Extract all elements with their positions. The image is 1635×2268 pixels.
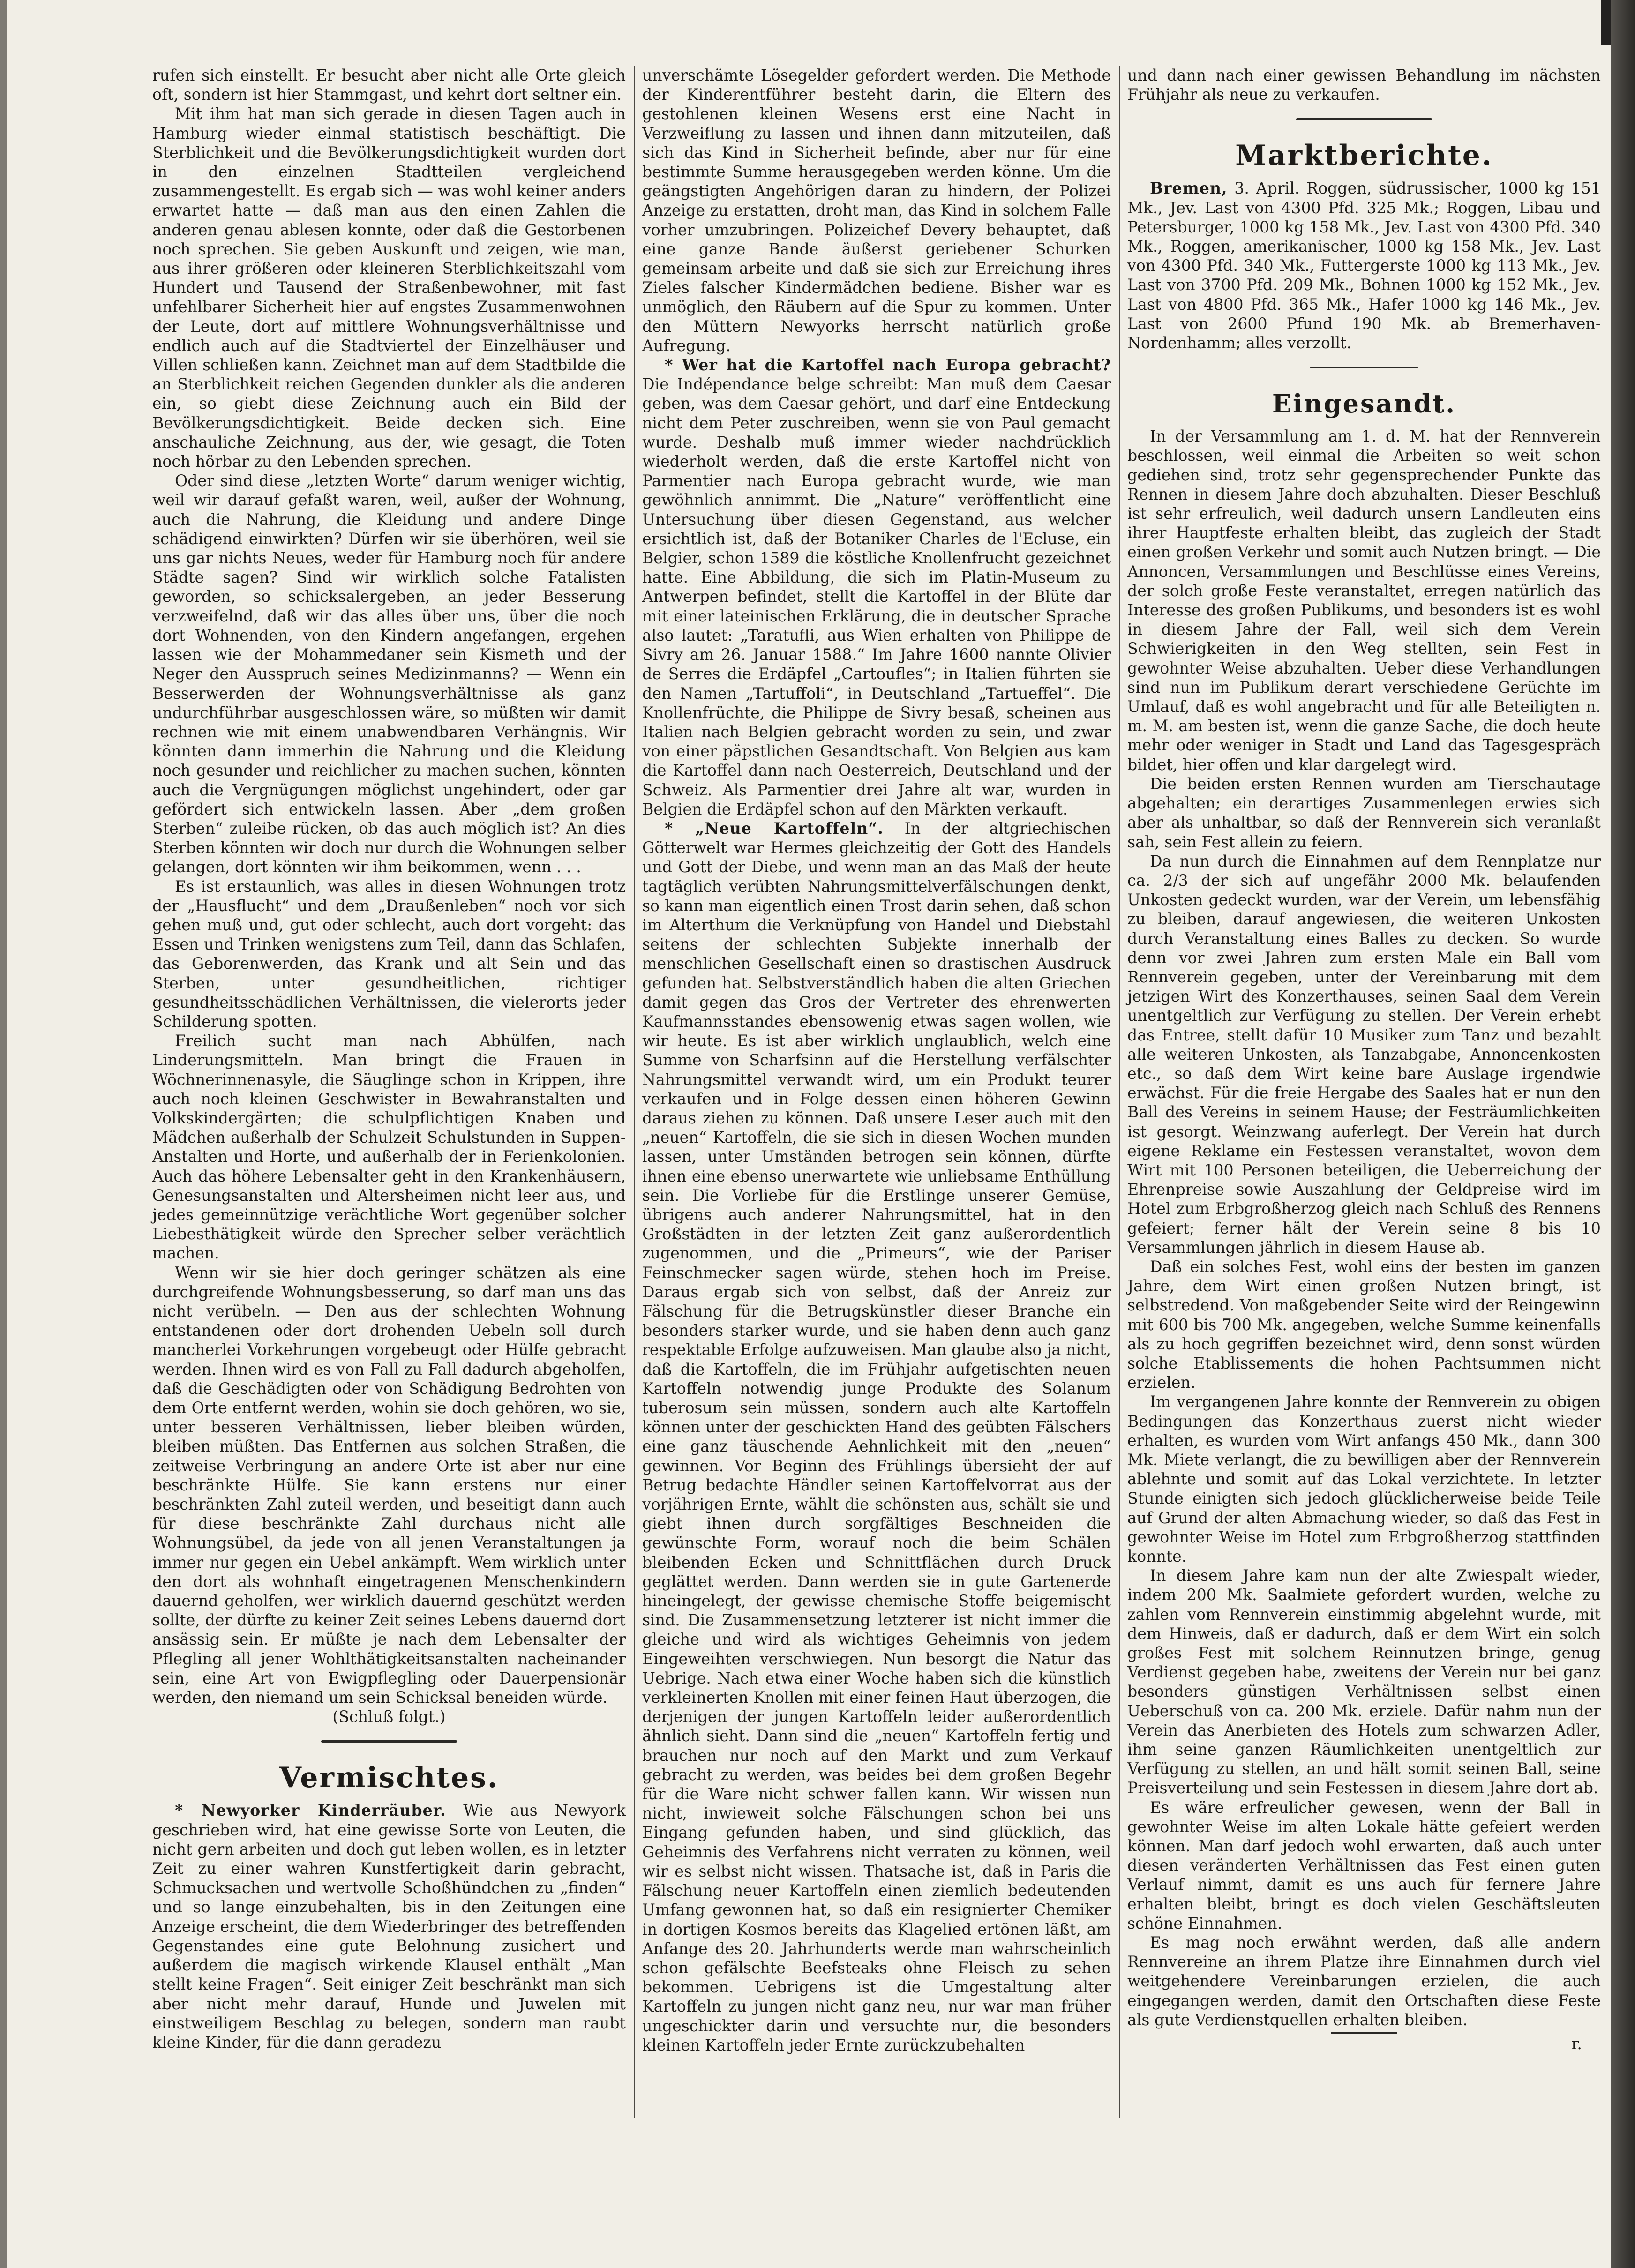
article-paragraph: Die beiden ersten Rennen wurden am Tierschautage abgehalten; ein derartiges Zusammenlegen erwies sich aber als unhaltbar, so daß der Rennverein sich veranlaßt sah, sein Fest allein zu feiern. <box>1127 774 1601 851</box>
page-right-edge <box>1611 0 1635 2268</box>
market-place: Bremen, <box>1150 179 1228 198</box>
article-paragraph: Es mag noch erwähnt werden, daß alle andern Rennvereine an ihrem Platze ihre Einnahmen durch viel weitgehendere Vereinbarungen erzielen, die auch eingegangen werden, damit den Ortschaften diese Feste als gute Verdienstquellen erhalten bleiben. <box>1127 1933 1601 2029</box>
section-divider <box>1296 118 1432 120</box>
section-heading-market-reports: Marktberichte. <box>1235 139 1493 172</box>
article-paragraph: In der Versammlung am 1. d. M. hat der Rennverein beschlossen, weil einmal die Arbeiten so weit schon gediehen sind, trotz sehr gegensprechender Punkte das Rennen in diesem Jahre doch abzuhalten. Dieser Beschluß ist sehr erfreulich, weil dadurch unsern Landleuten eins ihrer Hauptfeste erhalten bleibt, das zugleich der Stadt einen großen Verkehr und somit auch Nutzen bringt. — Die Annoncen, Versammlungen und Beschlüsse eines Vereins, der solch große Feste veranstaltet, erregen natürlich das Interesse des großen Publikums, und besonders ist es wohl in diesem Jahre der Fall, weil sich dem Verein Schwierigkeiten in den Weg stellten, sein Fest in gewohnter Weise abzuhalten. Ueber diese Verhandlungen sind nun im Publikum derart verschiedene Gerüchte im Umlauf, daß es wohl angebracht und für alle Beteiligten n. m. M. am besten ist, wenn die ganze Sache, die doch heute mehr oder weniger in Stadt und Land das Tagesgespräch bildet, hier offen und klar dargelegt wird. <box>1127 427 1601 774</box>
article-paragraph: unverschämte Lösegelder gefordert werden. Die Methode der Kinderentführer besteht darin, die Eltern des gestohlenen kleinen Wesens erst eine Nacht in Verzweiflung zu lassen und ihnen dann mitzuteilen, daß sich das Kind in Sicherheit befinde, aber nur für eine bestimmte Summe herausgegeben werden könne. Um die geängstigten Angehörigen daran zu hindern, der Polizei Anzeige zu erstatten, droht man, das Kind in solchem Falle vorher umzubringen. Polizeichef Devery behauptet, daß eine ganze Bande äußerst geriebener Schurken gemeinsam arbeite und daß sie sich zur Erreichung ihres Zieles falscher Kindermädchen bediene. Bisher war es unmöglich, den Räubern auf die Spur zu kommen. Unter den Müttern Newyorks herrscht natürlich große Aufregung. <box>642 66 1111 355</box>
column-2 <box>642 66 1111 2198</box>
article-paragraph: Wenn wir sie hier doch geringer schätzen als eine durchgreifende Wohnungsbesserung, so darf man uns das nicht verübeln. — Den aus der schlechten Wohnung entstandenen oder dort drohenden Uebeln soll durch mancherlei Vorkehrungen vorgebeugt oder Hülfe gebracht werden. Ihnen wird es von Fall zu Fall dadurch abgeholfen, daß die Geschädigten oder von Schädigung Bedrohten von dem Orte entfernt werden, wohin sie doch gehören, wo sie, unter besseren Verhältnissen, lieber bleiben würden, bleiben müßten. Das Entfernen aus solchen Straßen, die zeitweise Verbringung an andere Orte ist aber nur eine beschränkte Hülfe. Sie kann erstens nur einer beschränkten Zahl zuteil werden, und beseitigt dann auch für diese beschränkte Zahl durchaus nicht alle Wohnungsübel, da jede von all jenen Veranstaltungen ja immer nur gegen ein Uebel ankämpft. Wem wirklich unter den dort als wohnhaft eingetragenen Menschenkindern dauernd geholfen, wer wirklich dauernd geschützt werden sollte, der dürfte zu keiner Zeit seines Lebens dauernd dort ansässig sein. Er müßte je nach dem Lebensalter der Pflegling all jener Wohlthätigkeitsanstalten nacheinander sein, eine Art von Ewigpflegling oder Dauerpensionär werden, den niemand um sein Schicksal beneiden würde. <box>152 1263 626 1707</box>
section-heading-letters: Eingesandt. <box>1272 389 1456 419</box>
section-divider <box>321 1740 457 1743</box>
news-item-title: * Wer hat die Kartoffel nach Europa gebracht? <box>665 356 1111 374</box>
section-divider <box>1310 367 1418 368</box>
article-paragraph: Da nun durch die Einnahmen auf dem Rennplatze nur ca. 2/3 der sich auf ungefähr 2000 Mk. belaufenden Unkosten gedeckt wurden, war der Verein, um lebensfähig zu bleiben, darauf angewiesen, die weiteren Unkosten durch Veranstaltung eines Balles zu decken. So wurde denn vor zwei Jahren zum ersten Male ein Ball vom Rennverein gegeben, unter der Vereinbarung mit dem jetzigen Wirt des Konzerthauses, seinen Saal dem Verein unentgeltlich zur Verfügung zu stellen. Der Verein erhebt das Entree, stellt dafür 10 Musiker zum Tanz und bezahlt alle weiteren Unkosten, als Tanzabgabe, Annoncenkosten etc., so daß dem Wirt keine bare Auslage irgendwie erwächst. Für die freie Hergabe des Saales hat er nun den Ball des Vereins in seinem Hause; der Festräumlichkeiten ist gesorgt. Weinzwang auferlegt. Der Verein hat durch eigene Reklame ein Festessen veranstaltet, wovon dem Wirt mit 100 Personen beteiligen, die Ueberreichung der Ehrenpreise sowie Auszahlung der Geldpreise wird im Hotel zum Erbgroßherzog gleich nach Schluß des Rennens gefeiert; ferner hält der Verein seine 8 bis 10 Versammlungen jährlich in diesem Hause ab. <box>1127 852 1601 1257</box>
column-divider <box>634 66 635 2118</box>
article-paragraph: rufen sich einstellt. Er besucht aber nicht alle Orte gleich oft, sondern ist hier Stammgast, und kehrt dort seltner ein. <box>152 66 626 104</box>
column-1 <box>152 66 626 2198</box>
column-3 <box>1127 66 1601 2198</box>
article-paragraph: Mit ihm hat man sich gerade in diesen Tagen auch in Hamburg wieder einmal statistisch beschäftigt. Die Sterblichkeit und die Bevölkerungsdichtigkeit wurden dort in den einzelnen Stadtteilen vergleichend zusammengestellt. Es ergab sich — was wohl keiner anders erwartet hatte — daß man aus den einen Zahlen die anderen genau ablesen konnte, oder daß die Gestorbenen noch sprechen. Sie geben Auskunft und zeigen, wie man, aus ihrer größeren oder kleineren Sterblichkeitszahl vom Hundert und Tausend der Straßenbewohner, mit fast unfehlbarer Sicherheit hier auf engstes Zusammenwohnen der Leute, dort auf mittlere Wohnungsverhältnisse und endlich auch auf die Stadtviertel der Einzelhäuser und Villen schließen kann. Zeichnet man auf dem Stadtbilde die an Sterblichkeit reichen Gegenden dunkler als die anderen ein, so giebt diese Zeichnung auch ein Bild der Bevölkerungsdichtigkeit. Beide decken sich. Eine anschauliche Zeichnung, aus der, wie gesagt, die Toten noch hörbar zu den Lebenden sprechen. <box>152 105 626 471</box>
article-paragraph: Daß ein solches Fest, wohl eins der besten im ganzen Jahre, dem Wirt einen großen Nutzen bringt, ist selbstredend. Von maßgebender Seite wird der Reingewinn mit 600 bis 700 Mk. angegeben, welche Summe keinenfalls als zu hoch gegriffen bezeichnet wird, denn sonst würden solche Etablissements die hohen Pachtsummen nicht erzielen. <box>1127 1257 1601 1392</box>
news-item-text: Wie aus Newyork geschrieben wird, hat eine gewisse Sorte von Leuten, die nicht gern arbeiten und doch gut leben wollen, es in letzter Zeit zu einer wahren Kunstfertigkeit darin gebracht, Schmucksachen und wertvolle Schoßhündchen zu „finden“ und so lange einzubehalten, bis in den Zeitungen eine Anzeige erscheint, die dem Wiederbringer des betreffenden Gegenstandes eine gute Belohnung zusichert und außerdem die magisch wirkende Klausel enthält „Man stellt keine Fragen“. Seit einiger Zeit beschränkt man sich aber nicht mehr darauf, Hunde und Juwelen mit einstweiligem Beschlag zu belegen, sondern man raubt kleine Kinder, für die dann geradezu <box>152 1801 626 2051</box>
news-item <box>642 819 1111 2055</box>
page-left-edge <box>0 0 7 2268</box>
section-heading-miscellaneous: Vermischtes. <box>279 1761 499 1795</box>
news-item-text: Die Indépendance belge schreibt: Man muß dem Caesar geben, was dem Caesar gehört, und darf eine Entdeckung nicht dem Peter zuschreiben, wenn sie von Paul gemacht wurde. Deshalb muß immer wieder nachdrücklich wiederholt werden, daß die erste Kartoffel nicht von Parmentier nach Europa gebracht wurde, wie man gewöhnlich annimmt. Die „Nature“ veröffentlicht eine Untersuchung über diesen Gegenstand, aus welcher ersichtlich ist, daß der Botaniker Charles de l'Ecluse, ein Belgier, schon 1589 die köstliche Knollenfrucht gezeichnet hatte. Eine Abbildung, die sich im Platin-Museum zu Antwerpen befindet, stellt die Kartoffel in der Blüte dar mit einer lateinischen Erklärung, die in deutscher Sprache also lautet: „Taratufli, aus Wien erhalten von Philippe de Sivry am 26. Januar 1588.“ Im Jahre 1600 nannte Olivier de Serres die Erdäpfel „Cartoufles“; in Italien führten sie den Namen „Tartuffoli“, in Deutschland „Tartueffel“. Die Knollenfrüchte, die Philippe de Sivry besaß, scheinen aus Italien nach Belgien gebracht worden zu sein, und zwar von einer päpstlichen Gesandtschaft. Von Belgien aus kam die Kartoffel dann nach Oesterreich, Deutschland und der Schweiz. Als Parmentier drei Jahre alt war, wurden in Belgien die Erdäpfel schon auf den Märkten verkauft. <box>642 375 1111 818</box>
scan-edge-mark <box>1601 0 1611 45</box>
article-paragraph: Es ist erstaunlich, was alles in diesen Wohnungen trotz der „Hausflucht“ und dem „Draußenleben“ noch vor sich gehen muß und, gut oder schlecht, auch dort vorgeht: das Essen und Trinken wenigstens zum Teil, dann das Schlafen, das Geborenwerden, das Krank und alt Sein und das Sterben, unter gesundheitlichen, richtiger gesundheitsschädlichen Verhältnissen, die vielerorts jeder Schilderung spotten. <box>152 877 626 1031</box>
article-paragraph: Freilich sucht man nach Abhülfen, nach Linderungsmitteln. Man bringt die Frauen in Wöchnerinnenasyle, die Säuglinge schon in Krippen, ihre auch noch kleinen Geschwister in Bewahranstalten und Volkskindergärten; die schulpflichtigen Knaben und Mädchen außerhalb der Schulzeit Schulstunden in Suppen-Anstalten und Horte, und außerhalb der in Ferienkolonien. Auch das höhere Lebensalter geht in den Krankenhäusern, Genesungsanstalten und Altersheimen nicht leer aus, und jedes gemeinnützige verächtliche Wort gegenüber solcher Liebesthätigkeit würde den Sprecher selber verächtlich machen. <box>152 1032 626 1263</box>
news-item-title: * „Neue Kartoffeln“. <box>665 819 884 838</box>
market-report <box>1127 179 1601 352</box>
article-paragraph: und dann nach einer gewissen Behandlung im nächsten Frühjahr als neue zu verkaufen. <box>1127 66 1601 104</box>
article-paragraph: Es wäre erfreulicher gewesen, wenn der Ball in gewohnter Weise im alten Lokale hätte gefeiert werden können. Man darf jedoch wohl erwarten, daß auch unter diesen veränderten Verhältnissen das Fest einen guten Verlauf nimmt, damit es uns auch für fernere Jahre erhalten bleibt, bringt es doch vielen Geschäftsleuten schöne Einnahmen. <box>1127 1798 1601 1932</box>
author-signature: r. <box>1571 2035 1582 2053</box>
column-divider <box>1119 66 1120 2118</box>
market-report-text: 3. April. Roggen, südrussischer, 1000 kg 151 Mk., Jev. Last von 4300 Pfd. 325 Mk.; Roggen, Libau und Petersburger, 1000 kg 158 Mk., Jev. Last von 4300 Pfd. 340 Mk., Roggen, amerikanischer, 1000 kg 158 Mk., Jev. Last von 4300 Pfd. 340 Mk., Futtergerste 1000 kg 113 Mk., Jev. Last von 3700 Pfd. 209 Mk., Bohnen 1000 kg 152 Mk., Jev. Last von 4800 Pfd. 365 Mk., Hafer 1000 kg 146 Mk., Jev. Last von 2600 Pfund 190 Mk. ab Bremerhaven-Nordenhamm; alles verzollt. <box>1127 179 1601 352</box>
news-item <box>642 355 1111 819</box>
news-item-text: In der altgriechischen Götterwelt war Hermes gleichzeitig der Gott des Handels und Gott der Diebe, und wenn man an das Maß der heute tagtäglich verübten Nahrungsmittelverfälschungen denkt, so kann man eigentlich einen Trost darin sehen, daß schon im Alterthum die Verknüpfung von Handel und Diebstahl seitens der schlechten Subjekte innerhalb der menschlichen Gesellschaft einen so drastischen Ausdruck gefunden hat. Selbstverständlich haben die alten Griechen damit gegen das Gros der Vertreter des ehrenwerten Kaufmannsstandes ebensowenig etwas sagen wollen, wie wir heute. Es ist aber wirklich unglaublich, welch eine Summe von Scharfsinn auf die Herstellung verfälschter Nahrungsmittel verwandt wird, um ein Produkt teurer verkaufen und in Folge dessen einen höheren Gewinn daraus ziehen zu können. Daß unsere Leser auch mit den „neuen“ Kartoffeln, die sie sich in diesen Wochen munden lassen, unter Umständen betrogen sein können, dürfte ihnen eine ebenso unerwartete wie unliebsame Enthüllung sein. Die Vorliebe für die Erstlinge unserer Gemüse, übrigens auch anderer Nahrungsmittel, hat in den Großstädten in der letzten Zeit ganz außerordentlich zugenommen, und die „Primeurs“, wie der Pariser Feinschmecker sagen würde, stehen hoch im Preise. Daraus ergab sich von selbst, daß der Anreiz zur Fälschung für die Betrugskünstler dieser Branche ein besonders starker wurde, und sie haben denn auch ganz respektable Erfolge aufzuweisen. Man glaube also ja nicht, daß die Kartoffeln, die im Frühjahr aufgetischten neuen Kartoffeln notwendig junge Produkte des Solanum tuberosum sein müssen, sondern auch alte Kartoffeln können unter der geschickten Hand des geübten Fälschers eine ganz täuschende Aehnlichkeit mit den „neuen“ gewinnen. Vor Beginn des Frühlings übersieht der auf Betrug bedachte Händler seinen Kartoffelvorrat aus der vorjährigen Ernte, wählt die schönsten aus, schält sie und giebt ihnen durch sorgfältiges Beschneiden die gewünschte Form, worauf noch die beim Schälen bleibenden Ecken und Schnittflächen durch Druck geglättet werden. Dann werden sie in gute Gartenerde hineingelegt, der gewisse chemische Stoffe beigemischt sind. Die Zusammensetzung letzterer ist nicht immer die gleiche und wird als wichtiges Geheimnis von jedem Eingeweihten verschwiegen. Nun besorgt die Natur das Uebrige. Nach etwa einer Woche haben sich die künstlich verkleinerten Knollen mit einer feinen Haut überzogen, die derjenigen der jungen Kartoffeln leider außerordentlich ähnlich sieht. Dann sind die „neuen“ Kartoffeln fertig und brauchen nur noch auf den Markt und zum Verkauf gebracht zu werden, was beides bei dem großen Begehr für die Ware nicht schwer fallen kann. Wir wissen nun nicht, inwieweit solche Fälschungen schon bei uns Eingang gefunden haben, und sind glücklich, das Geheimnis des Verfahrens nicht verraten zu können, weil wir es selbst nicht wissen. Thatsache ist, daß in Paris die Fälschung neuer Kartoffeln einen ziemlich bedeutenden Umfang gewonnen hat, so daß ein resignierter Chemiker in dortigen Kosmos bereits das Klagelied ertönen läßt, am Anfange des 20. Jahrhunderts werde man wahrscheinlich schon gefälschte Beefsteaks ohne Fleisch zu sehen bekommen. Uebrigens ist die Umgestaltung alter Kartoffeln zu jungen nicht ganz neu, nur war man früher ungeschickter darin und versuchte nur, die besonders kleinen Kartoffeln jeder Ernte zurückzubehalten <box>642 819 1111 2054</box>
news-item-title: * Newyorker Kinderräuber. <box>175 1801 446 1820</box>
article-paragraph: Im vergangenen Jahre konnte der Rennverein zu obigen Bedingungen das Konzerthaus zuerst nicht wieder erhalten, es wurden vom Wirt anfangs 450 Mk., dann 300 Mk. Miete verlangt, die zu bewilligen aber der Rennverein ablehnte und somit auf das Lokal verzichtete. In letzter Stunde einigten sich jedoch glücklicherweise beide Teile auf Grund der alten Abmachung wieder, so daß das Fest in gewohnter Weise im Hotel zum Erbgroßherzog stattfinden konnte. <box>1127 1392 1601 1566</box>
news-item <box>152 1801 626 2052</box>
article-paragraph: In diesem Jahre kam nun der alte Zwiespalt wieder, indem 200 Mk. Saalmiete gefordert wurden, welche zu zahlen vom Rennverein einstimmig abgelehnt wurde, mit dem Hinweis, daß er dadurch, daß er dem Wirt ein solch großes Fest mit solchem Reinnutzen bringe, genug Verdienst gegeben habe, zweitens der Verein nur bei ganz besonders günstigen Verhältnissen selbst einen Ueberschuß von ca. 200 Mk. erziele. Dafür nahm nun der Verein das Anerbieten des Hotels zum schwarzen Adler, ihm seine ganzen Räumlichkeiten unentgeltlich zur Verfügung zu stellen, an und hält somit seinen Ball, seine Preisverteilung und sein Festessen in diesem Jahre dort ab. <box>1127 1566 1601 1797</box>
article-paragraph: Oder sind diese „letzten Worte“ darum weniger wichtig, weil wir darauf gefaßt waren, weil, außer der Wohnung, auch die Nahrung, die Kleidung und andere Dinge schädigend einwirkten? Dürfen wir sie überhören, weil sie uns gar nichts Neues, weder für Hamburg noch für andere Städte sagen? Sind wir wirklich solche Fatalisten geworden, so schicksalergeben, an jeder Besserung verzweifelnd, daß wir das alles über uns, über die noch dort Wohnenden, von den Kindern angefangen, ergehen lassen wie der Mohammedaner sein Kismeth und der Neger den Ausspruch seines Medizinmanns? — Wenn ein Besserwerden der Wohnungsverhältnisse als ganz undurchführbar ausgeschlossen wäre, so müßten wir damit rechnen wie mit einem unabwendbaren Verhängnis. Wir könnten dann immerhin die Nahrung und die Kleidung noch gesunder und reichlicher zu machen suchen, könnten auch die Vergnügungen möglichst ungehindert, oder gar gefördert sich entwickeln lassen. Aber „dem großen Sterben“ zuleibe rücken, ob das auch möglich ist? An dies Sterben könnten wir doch nur durch die Wohnungen selber gelangen, dort könnten wir ihm beikommen, wenn . . . <box>152 472 626 876</box>
continuation-note: (Schluß folgt.) <box>332 1707 446 1726</box>
